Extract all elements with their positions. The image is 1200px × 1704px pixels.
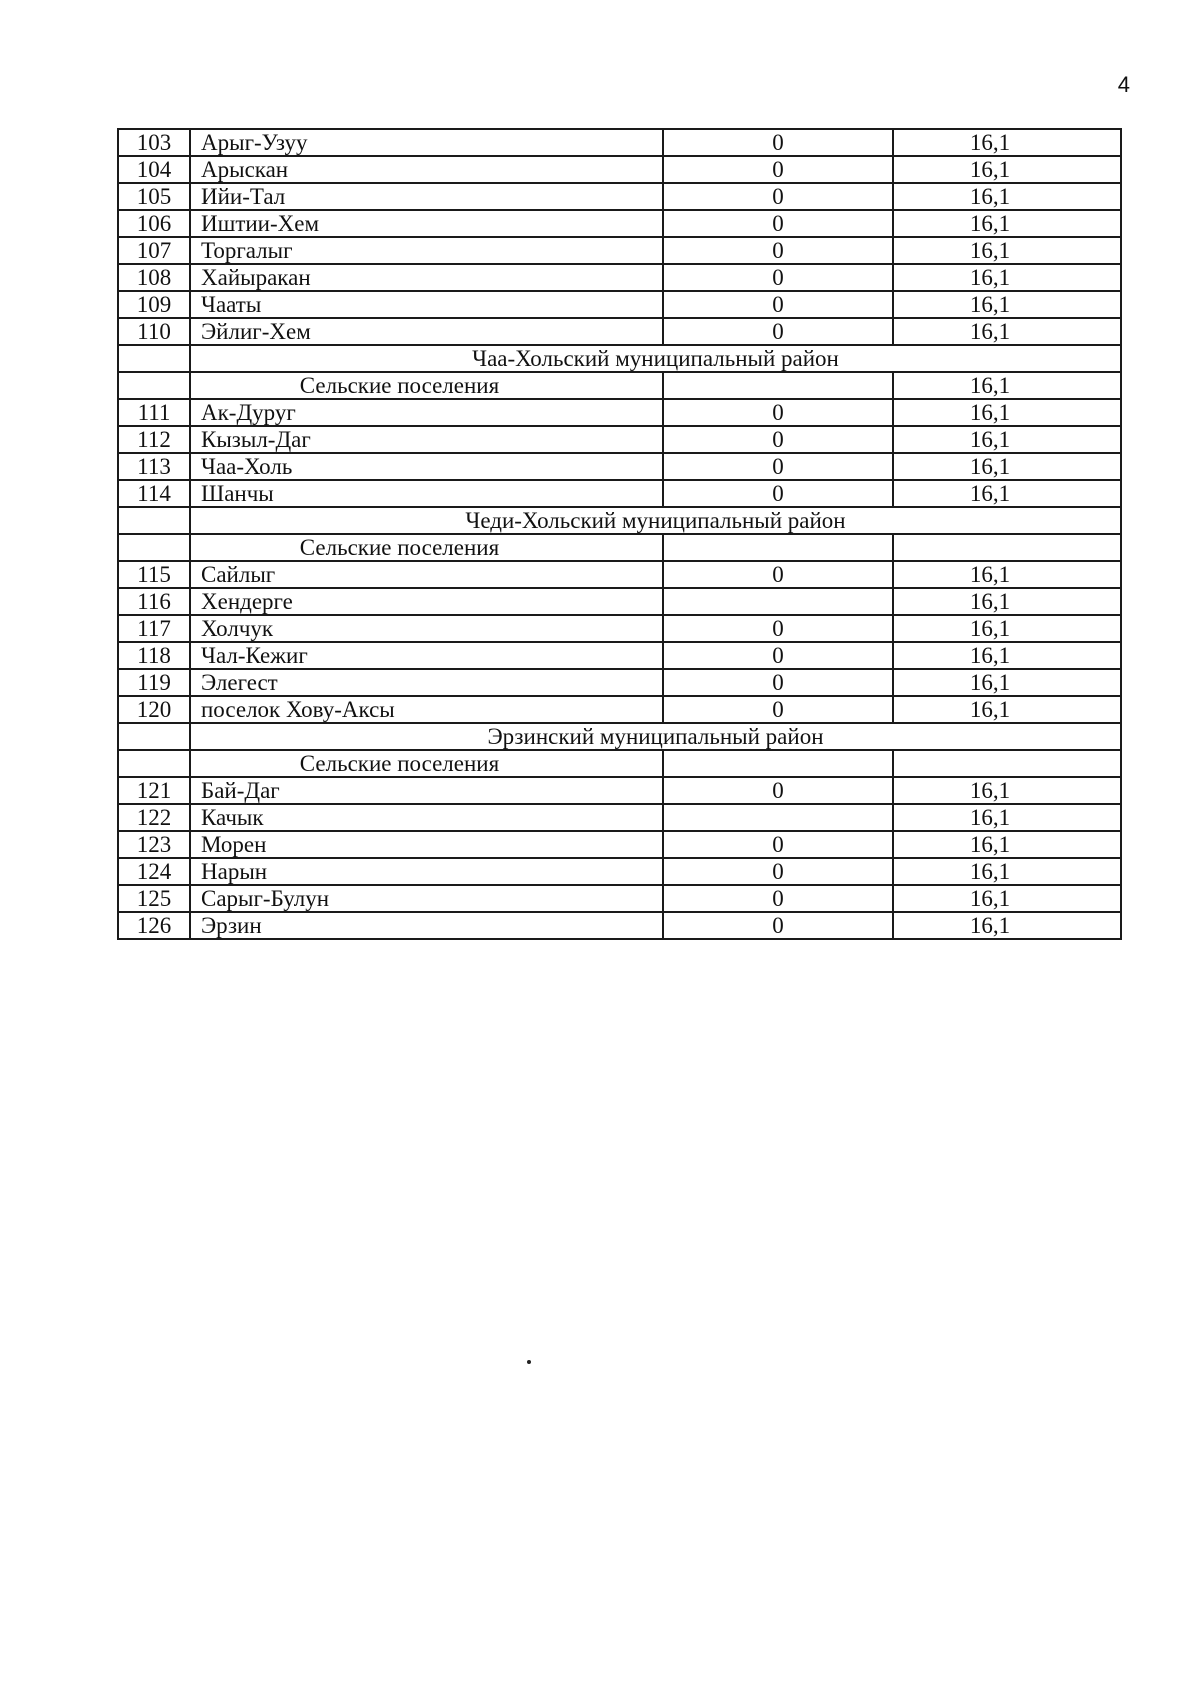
table-row bbox=[118, 831, 1121, 858]
table-row bbox=[118, 291, 1121, 318]
settlement-name-cell: поселок Хову-Аксы bbox=[190, 696, 663, 723]
value-2-cell: 16,1 bbox=[893, 318, 1121, 345]
value-2-cell: 16,1 bbox=[893, 696, 1121, 723]
district-header-row bbox=[118, 507, 1121, 534]
value-1-cell: 0 bbox=[663, 615, 893, 642]
settlements-table bbox=[117, 128, 1122, 940]
table-row bbox=[118, 615, 1121, 642]
value-1-cell: 0 bbox=[663, 642, 893, 669]
row-number-cell: 105 bbox=[118, 183, 190, 210]
empty-number-cell bbox=[118, 345, 190, 372]
value-2-cell: 16,1 bbox=[893, 912, 1121, 939]
value-2-cell: 16,1 bbox=[893, 777, 1121, 804]
district-title-cell: Эрзинский муниципальный район bbox=[190, 723, 1121, 750]
row-number-cell: 126 bbox=[118, 912, 190, 939]
district-title-cell: Чаа-Хольский муниципальный район bbox=[190, 345, 1121, 372]
settlement-name-cell: Шанчы bbox=[190, 480, 663, 507]
row-number-cell: 119 bbox=[118, 669, 190, 696]
table-row bbox=[118, 669, 1121, 696]
settlement-name-cell: Холчук bbox=[190, 615, 663, 642]
row-number-cell: 120 bbox=[118, 696, 190, 723]
value-1-cell: 0 bbox=[663, 669, 893, 696]
table-row bbox=[118, 480, 1121, 507]
value-1-cell: 0 bbox=[663, 480, 893, 507]
value-1-cell bbox=[663, 588, 893, 615]
empty-number-cell bbox=[118, 750, 190, 777]
row-number-cell: 108 bbox=[118, 264, 190, 291]
row-number-cell: 106 bbox=[118, 210, 190, 237]
value-2-cell: 16,1 bbox=[893, 669, 1121, 696]
settlement-name-cell: Арыг-Узуу bbox=[190, 129, 663, 156]
row-number-cell: 123 bbox=[118, 831, 190, 858]
row-number-cell: 115 bbox=[118, 561, 190, 588]
value-1-cell: 0 bbox=[663, 264, 893, 291]
value-2-cell: 16,1 bbox=[893, 480, 1121, 507]
row-number-cell: 121 bbox=[118, 777, 190, 804]
empty-number-cell bbox=[118, 372, 190, 399]
value-1-cell: 0 bbox=[663, 237, 893, 264]
value-1-cell: 0 bbox=[663, 426, 893, 453]
settlement-name-cell: Сайлыг bbox=[190, 561, 663, 588]
row-number-cell: 113 bbox=[118, 453, 190, 480]
table-row bbox=[118, 156, 1121, 183]
settlement-name-cell: Бай-Даг bbox=[190, 777, 663, 804]
district-header-row bbox=[118, 345, 1121, 372]
value-1-cell: 0 bbox=[663, 318, 893, 345]
value-2-cell: 16,1 bbox=[893, 264, 1121, 291]
value-1-cell: 0 bbox=[663, 129, 893, 156]
table-row bbox=[118, 129, 1121, 156]
table-row bbox=[118, 399, 1121, 426]
table-row bbox=[118, 237, 1121, 264]
value-2-cell: 16,1 bbox=[893, 615, 1121, 642]
table-row bbox=[118, 858, 1121, 885]
value-2-cell: 16,1 bbox=[893, 210, 1121, 237]
row-number-cell: 114 bbox=[118, 480, 190, 507]
settlement-name-cell: Эйлиг-Хем bbox=[190, 318, 663, 345]
settlement-name-cell: Торгалыг bbox=[190, 237, 663, 264]
row-number-cell: 124 bbox=[118, 858, 190, 885]
page-number: 4 bbox=[1117, 72, 1130, 97]
table-body bbox=[118, 129, 1121, 939]
settlement-name-cell: Чааты bbox=[190, 291, 663, 318]
settlement-name-cell: Иштии-Хем bbox=[190, 210, 663, 237]
value-1-cell: 0 bbox=[663, 453, 893, 480]
value-1-cell: 0 bbox=[663, 210, 893, 237]
table-row bbox=[118, 426, 1121, 453]
table-row bbox=[118, 183, 1121, 210]
value-1-cell: 0 bbox=[663, 858, 893, 885]
value-1-cell: 0 bbox=[663, 561, 893, 588]
settlements-label-cell: Сельские поселения bbox=[190, 534, 663, 561]
row-number-cell: 111 bbox=[118, 399, 190, 426]
value-1-cell: 0 bbox=[663, 912, 893, 939]
value-2-cell: 16,1 bbox=[893, 183, 1121, 210]
table-row bbox=[118, 561, 1121, 588]
value-1-cell: 0 bbox=[663, 156, 893, 183]
table-row bbox=[118, 912, 1121, 939]
value-1-cell: 0 bbox=[663, 291, 893, 318]
row-number-cell: 109 bbox=[118, 291, 190, 318]
row-number-cell: 122 bbox=[118, 804, 190, 831]
value-2-cell bbox=[893, 534, 1121, 561]
row-number-cell: 107 bbox=[118, 237, 190, 264]
value-2-cell bbox=[893, 750, 1121, 777]
row-number-cell: 116 bbox=[118, 588, 190, 615]
value-2-cell: 16,1 bbox=[893, 588, 1121, 615]
table-row bbox=[118, 804, 1121, 831]
value-1-cell bbox=[663, 372, 893, 399]
district-header-row bbox=[118, 723, 1121, 750]
value-2-cell: 16,1 bbox=[893, 399, 1121, 426]
table-row bbox=[118, 588, 1121, 615]
value-2-cell: 16,1 bbox=[893, 642, 1121, 669]
value-1-cell bbox=[663, 534, 893, 561]
empty-number-cell bbox=[118, 507, 190, 534]
settlements-label-cell: Сельские поселения bbox=[190, 750, 663, 777]
table-row bbox=[118, 642, 1121, 669]
table-row bbox=[118, 210, 1121, 237]
value-1-cell: 0 bbox=[663, 399, 893, 426]
table-row bbox=[118, 453, 1121, 480]
value-2-cell: 16,1 bbox=[893, 453, 1121, 480]
settlement-name-cell: Кызыл-Даг bbox=[190, 426, 663, 453]
settlement-name-cell: Хайыракан bbox=[190, 264, 663, 291]
value-2-cell: 16,1 bbox=[893, 858, 1121, 885]
settlements-subheader-row bbox=[118, 534, 1121, 561]
row-number-cell: 118 bbox=[118, 642, 190, 669]
value-2-cell: 16,1 bbox=[893, 372, 1121, 399]
settlement-name-cell: Качык bbox=[190, 804, 663, 831]
table-row bbox=[118, 318, 1121, 345]
table-row bbox=[118, 885, 1121, 912]
district-title-cell: Чеди-Хольский муниципальный район bbox=[190, 507, 1121, 534]
settlement-name-cell: Эрзин bbox=[190, 912, 663, 939]
value-2-cell: 16,1 bbox=[893, 129, 1121, 156]
settlements-label-cell: Сельские поселения bbox=[190, 372, 663, 399]
row-number-cell: 110 bbox=[118, 318, 190, 345]
settlement-name-cell: Морен bbox=[190, 831, 663, 858]
row-number-cell: 117 bbox=[118, 615, 190, 642]
scan-speck bbox=[527, 1360, 531, 1364]
value-2-cell: 16,1 bbox=[893, 156, 1121, 183]
value-1-cell: 0 bbox=[663, 696, 893, 723]
value-2-cell: 16,1 bbox=[893, 426, 1121, 453]
settlement-name-cell: Хендерге bbox=[190, 588, 663, 615]
value-1-cell: 0 bbox=[663, 777, 893, 804]
row-number-cell: 112 bbox=[118, 426, 190, 453]
table-row bbox=[118, 264, 1121, 291]
value-1-cell: 0 bbox=[663, 831, 893, 858]
value-2-cell: 16,1 bbox=[893, 885, 1121, 912]
row-number-cell: 125 bbox=[118, 885, 190, 912]
value-1-cell bbox=[663, 750, 893, 777]
value-2-cell: 16,1 bbox=[893, 804, 1121, 831]
settlement-name-cell: Сарыг-Булун bbox=[190, 885, 663, 912]
value-2-cell: 16,1 bbox=[893, 237, 1121, 264]
value-1-cell bbox=[663, 804, 893, 831]
settlement-name-cell: Ийи-Тал bbox=[190, 183, 663, 210]
settlements-subheader-row bbox=[118, 750, 1121, 777]
value-1-cell: 0 bbox=[663, 885, 893, 912]
value-2-cell: 16,1 bbox=[893, 291, 1121, 318]
value-1-cell: 0 bbox=[663, 183, 893, 210]
settlement-name-cell: Нарын bbox=[190, 858, 663, 885]
settlement-name-cell: Чал-Кежиг bbox=[190, 642, 663, 669]
value-2-cell: 16,1 bbox=[893, 561, 1121, 588]
table-row bbox=[118, 777, 1121, 804]
settlements-subheader-row bbox=[118, 372, 1121, 399]
empty-number-cell bbox=[118, 534, 190, 561]
table-row bbox=[118, 696, 1121, 723]
value-2-cell: 16,1 bbox=[893, 831, 1121, 858]
row-number-cell: 104 bbox=[118, 156, 190, 183]
empty-number-cell bbox=[118, 723, 190, 750]
settlement-name-cell: Чаа-Холь bbox=[190, 453, 663, 480]
settlement-name-cell: Элегест bbox=[190, 669, 663, 696]
settlement-name-cell: Ак-Дуруг bbox=[190, 399, 663, 426]
settlement-name-cell: Арыскан bbox=[190, 156, 663, 183]
row-number-cell: 103 bbox=[118, 129, 190, 156]
